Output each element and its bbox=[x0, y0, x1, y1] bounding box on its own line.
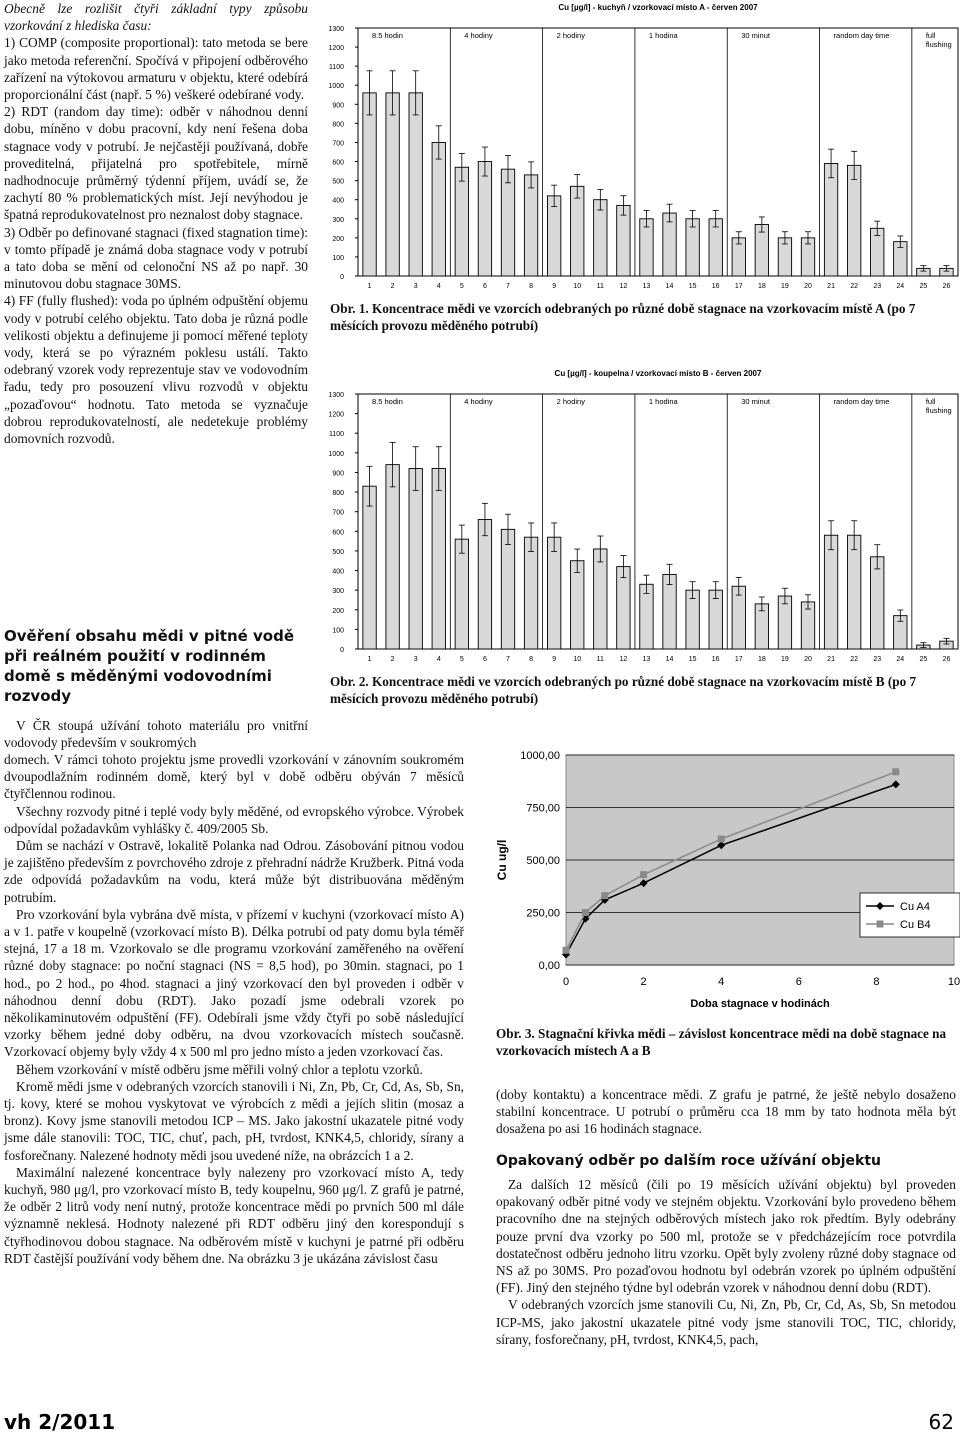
bar bbox=[571, 186, 584, 276]
section-heading-2: Opakovaný odběr po dalším roce užívání objektu bbox=[496, 1153, 881, 1169]
group-label: 8.5 hodin bbox=[372, 397, 403, 406]
data-point bbox=[601, 892, 608, 899]
x-tick-label: 21 bbox=[827, 656, 835, 663]
y-tick-label: 300 bbox=[332, 216, 344, 224]
x-tick-label: 8 bbox=[873, 976, 880, 988]
x-tick-label: 16 bbox=[711, 283, 720, 290]
x-tick-label: 24 bbox=[896, 656, 905, 663]
y-tick-label: 0 bbox=[340, 647, 344, 654]
group-label: 2 hodiny bbox=[556, 397, 585, 406]
x-tick-label: 15 bbox=[688, 656, 697, 663]
section1-text-b bbox=[4, 751, 464, 1267]
bar bbox=[571, 561, 584, 649]
method-item-2: 2) RDT (random day time): odběr v náhodnou denní dobu, míněno v dobu pracovní, kdy není řešena doba stagnace vody v potrubí. Je nejčastěji používaná, dobře proveditelná, přijatelná pro spotřebitele, mírně nadhodnocuje průměrný týdenní příjem, uvádí se, že zachytí 80 % problematických míst. Její nevýhodou je špatná reprodukovatelnost pro neznalost doby stagnace. bbox=[4, 104, 308, 223]
bar bbox=[824, 535, 837, 649]
plot-area bbox=[358, 394, 958, 649]
y-tick-label: 700 bbox=[332, 509, 344, 517]
bar bbox=[617, 567, 630, 649]
bar bbox=[386, 93, 399, 276]
group-label: full bbox=[925, 31, 936, 40]
issue-label: vh 2/2011 bbox=[4, 1410, 116, 1434]
bar bbox=[409, 469, 422, 649]
bar bbox=[732, 586, 745, 649]
x-tick-label: 6 bbox=[482, 283, 487, 290]
y-tick-label: 200 bbox=[332, 235, 344, 243]
y-tick-label: 0,00 bbox=[538, 960, 560, 972]
x-tick-label: 0 bbox=[562, 976, 570, 988]
group-label: random day time bbox=[833, 397, 890, 406]
group-label: full bbox=[925, 397, 936, 406]
x-tick-label: 17 bbox=[734, 283, 743, 290]
x-tick-label: 18 bbox=[757, 283, 766, 290]
x-tick-label: 3 bbox=[413, 656, 418, 663]
x-tick-label: 13 bbox=[642, 656, 651, 663]
right-column-text-2 bbox=[496, 1176, 956, 1348]
group-label: 4 hodiny bbox=[464, 397, 493, 406]
y-tick-label: 0 bbox=[340, 274, 344, 281]
paragraph: Dům se nachází v Ostravě, lokalitě Polanka nad Odrou. Zásobování pitnou vodou je zajištěno především z povrchového zdroje z přehradní nádrže Kružberk. Pitná voda zde odpovídá požadavkům na vodu, která může být distribuována měděným potrubím. bbox=[4, 838, 464, 905]
left-column-intro bbox=[4, 0, 308, 447]
x-tick-label: 13 bbox=[642, 283, 651, 290]
y-tick-label: 750,00 bbox=[526, 802, 560, 815]
x-tick-label: 10 bbox=[573, 656, 582, 663]
x-tick-label: 25 bbox=[919, 656, 928, 663]
paragraph: Kromě mědi jsme v odebraných vzorcích stanovili i Ni, Zn, Pb, Cr, Cd, As, Sb, Sn, tj. kovy, které se mohou vyskytovat ve výrobcích z mědi a jejích slitin (mosaz a bronz). Kovy jsme stanovili metodou ICP – MS. Jako jakostní ukazatele pitné vody jsme dále stanovili: TOC, TIC, chuť, pach, pH, tvrdost, KNK4,5, chloridy, sírany a fosforečnany. Nalezené hodnoty mědi jsou uvedené níže, na obrázcích 1 a 2. bbox=[4, 1078, 464, 1163]
paragraph: V ČR stoupá užívání tohoto materiálu pro vnitřní vodovody především v soukromých bbox=[4, 718, 308, 751]
x-tick-label: 12 bbox=[619, 656, 628, 663]
bar bbox=[363, 486, 376, 649]
group-label: random day time bbox=[833, 31, 890, 40]
x-tick-label: 26 bbox=[942, 656, 951, 663]
y-tick-label: 400 bbox=[332, 197, 344, 205]
data-point bbox=[640, 871, 647, 878]
x-tick-label: 26 bbox=[942, 283, 951, 290]
figure-2-caption: Obr. 2. Koncentrace mědi ve vzorcích odebraných po různé době stagnace na vzorkovacím místě B (po 7 měsících provozu měděného potrubí) bbox=[330, 674, 917, 706]
figure-1-caption: Obr. 1. Koncentrace mědi ve vzorcích odebraných po různé době stagnace na vzorkovacím místě A (po 7 měsících provozu měděného potrubí) bbox=[330, 301, 916, 333]
x-tick-label: 7 bbox=[506, 656, 510, 663]
x-tick-label: 20 bbox=[804, 656, 812, 663]
legend-marker bbox=[877, 921, 884, 928]
method-item-1: 1) COMP (composite proportional): tato metoda se bere jako metoda referenční. Spočívá v připojení odběrového zařízení na výtokovou armaturu v objektu, které odebírá proporcionální část (např. 5 %) veškeré odebírané vody. bbox=[4, 35, 308, 103]
x-tick-label: 4 bbox=[436, 656, 441, 663]
paragraph: Pro vzorkování byla vybrána dvě místa, v přízemí v kuchyni (vzorkovací místo A) a v 1. patře v koupelně (vzorkovací místo B). Délka potrubí od paty domu byla téměř stejná, 17 a 18 m. Vzorkovalo se dle programu vzorkování zaměřeného na ověření různé doby stagnace: po noční stagnaci (NS = 8,5 hod), po 30min. stagnaci, po 1 hod., po 2 hod., po 4hod. stagnaci a jiný vzorkovací den byl proveden i odběr v náhodnou denní dobu (RDT). Jako pozadí jsme odebrali vzorek po několikaminutovém odpuštění (FF). Odebírali jsme vždy čtyři po sobě následující vzorky během jedné doby odběru, na dvou vzorkovacích místech současně. Vzorkovací objemy byly vždy 4 x 500 ml pro jedno místo a jeden vzorkovací čas. bbox=[4, 906, 464, 1060]
bar bbox=[847, 535, 860, 649]
x-tick-label: 8 bbox=[529, 283, 534, 290]
bar bbox=[409, 93, 422, 276]
bar bbox=[386, 465, 399, 649]
bar bbox=[478, 520, 491, 649]
x-tick-label: 2 bbox=[390, 283, 395, 290]
y-tick-label: 1200 bbox=[328, 45, 344, 53]
x-tick-label: 19 bbox=[781, 283, 789, 290]
data-point bbox=[582, 909, 589, 916]
x-tick-label: 11 bbox=[596, 656, 604, 663]
x-tick-label: 7 bbox=[506, 283, 510, 290]
bar bbox=[847, 165, 860, 276]
x-tick-label: 23 bbox=[873, 283, 882, 290]
y-tick-label: 1000,00 bbox=[520, 750, 560, 762]
y-tick-label: 800 bbox=[332, 121, 344, 129]
group-label: 8.5 hodin bbox=[372, 31, 403, 40]
bar bbox=[617, 205, 630, 276]
x-tick-label: 22 bbox=[850, 656, 859, 663]
y-tick-label: 1000 bbox=[328, 83, 344, 91]
bar bbox=[640, 584, 653, 649]
paragraph: Za dalších 12 měsíců (čili po 19 měsících užívání objektu) byl proveden opakovaný odběr pitné vody ve stejném objektu. Vzorkování bylo provedeno během pracovního dne na stejných odběrových místech jako rok předtím. Byly odebrány pouze první dva vzorky po 500 ml, protože se v předcházejícím roce potvrdila dostatečnost odběru jednoho litru vzorku. Opět byly zvoleny různé doby stagnace od NS až po 30MS. Pro pozaďovou hodnotu byl odebrán vzorek po úplném odpuštění (FF). Jiný den stejného týdne byl odebrán vzorek v náhodnou denní dobu (RDT). bbox=[496, 1177, 956, 1296]
paragraph: (doby kontaktu) a koncentrace mědi. Z grafu je patrné, že ještě nebylo dosaženo stabilní koncentrace. U potrubí o průměru cca 18 mm by tato hodnota měla být dosažena po asi 16 hodinách stagnace. bbox=[496, 1087, 956, 1137]
figure-3-caption: Obr. 3. Stagnační křivka mědi – závislost koncentrace mědi na době stagnace na vzorkovacích místech A a B bbox=[496, 1026, 947, 1058]
x-tick-label: 11 bbox=[596, 283, 604, 290]
x-tick-label: 10 bbox=[573, 283, 582, 290]
y-tick-label: 1100 bbox=[328, 64, 344, 72]
x-tick-label: 20 bbox=[804, 283, 812, 290]
y-tick-label: 1200 bbox=[328, 411, 344, 419]
data-point bbox=[718, 836, 725, 843]
x-tick-label: 4 bbox=[718, 976, 725, 988]
x-tick-label: 12 bbox=[619, 283, 628, 290]
y-tick-label: 1300 bbox=[328, 392, 344, 399]
y-tick-label: 500 bbox=[332, 548, 344, 556]
y-tick-label: 600 bbox=[332, 159, 344, 167]
chart-title: Cu [µg/l] - kuchyň / vzorkovací místo A - červen 2007 bbox=[558, 3, 758, 12]
x-tick-label: 24 bbox=[896, 283, 905, 290]
x-tick-label: 10 bbox=[947, 976, 960, 988]
x-tick-label: 2 bbox=[640, 976, 647, 988]
y-tick-label: 1000 bbox=[328, 450, 344, 458]
y-tick-label: 900 bbox=[332, 102, 344, 110]
y-tick-label: 100 bbox=[332, 254, 344, 262]
intro-text: Obecně lze rozlišit čtyři základní typy způsobu vzorkování z hlediska času: bbox=[4, 1, 308, 34]
group-label: 30 minut bbox=[741, 31, 771, 40]
bar bbox=[432, 142, 445, 276]
bar bbox=[663, 574, 676, 649]
x-tick-label: 14 bbox=[665, 283, 674, 290]
paragraph: Během vzorkování v místě odběru jsme měřili volný chlor a teplotu vzorků. bbox=[16, 1061, 423, 1077]
y-tick-label: 300 bbox=[332, 588, 344, 596]
bar bbox=[455, 167, 468, 276]
x-tick-label: 21 bbox=[827, 283, 835, 290]
x-tick-label: 6 bbox=[482, 656, 487, 663]
x-tick-label: 3 bbox=[413, 283, 418, 290]
page-number: 62 bbox=[928, 1410, 954, 1434]
group-label: flushing bbox=[925, 406, 952, 415]
bar bbox=[501, 529, 514, 649]
x-tick-label: 25 bbox=[919, 283, 928, 290]
group-label: 2 hodiny bbox=[556, 31, 585, 40]
y-tick-label: 500,00 bbox=[526, 855, 560, 867]
y-tick-label: 900 bbox=[332, 470, 344, 478]
x-axis-label: Doba stagnace v hodinách bbox=[690, 998, 830, 1010]
x-tick-label: 9 bbox=[552, 283, 557, 290]
bar bbox=[455, 539, 468, 649]
legend-label: Cu A4 bbox=[900, 901, 930, 913]
y-tick-label: 500 bbox=[332, 178, 344, 186]
x-tick-label: 5 bbox=[459, 283, 464, 290]
section-heading: Ověření obsahu mědi v pitné vodě při reálném použití v rodinném domě s měděnými vodovodními rozvody bbox=[4, 627, 295, 705]
right-column-text bbox=[496, 1086, 956, 1138]
x-tick-label: 4 bbox=[436, 283, 441, 290]
y-tick-label: 700 bbox=[332, 140, 344, 148]
legend-label: Cu B4 bbox=[900, 919, 931, 931]
x-tick-label: 8 bbox=[529, 656, 534, 663]
x-tick-label: 15 bbox=[688, 283, 697, 290]
x-tick-label: 18 bbox=[757, 656, 766, 663]
data-point bbox=[563, 947, 570, 954]
group-label: flushing bbox=[925, 40, 952, 49]
bar bbox=[524, 537, 537, 649]
method-item-4: 4) FF (fully flushed): voda po úplném odpuštění objemu vody v potrubí celého objektu. Tato doba je různá podle velikosti objektu a definujeme ji pomocí měřené teploty vody, která se po výrazném poklesu ustálí. Takto odebraný vzorek vody reprezentuje stav ve vodovodním řadu, tedy pro posouzení vlivu rozvodů v objektu „pozaďovou“ hodnotu. Tato metoda se vyznačuje dobrou reprodukovatelností, ale nedetekuje problémy domovních rozvodů. bbox=[4, 293, 308, 447]
bar bbox=[594, 200, 607, 276]
group-label: 4 hodiny bbox=[464, 31, 493, 40]
y-tick-label: 1100 bbox=[328, 431, 344, 439]
group-label: 1 hodina bbox=[648, 397, 678, 406]
y-tick-label: 400 bbox=[332, 568, 344, 576]
paragraph: V odebraných vzorcích jsme stanovili Cu, Ni, Zn, Pb, Cr, Cd, As, Sb, Sn metodou ICP-MS, jako jakostní ukazatele pitné vody jsme stanovili TOC, TIC, chloridy, sírany, fosforečnany, pH, tvrdost, KNK4,5, pach, bbox=[496, 1297, 956, 1347]
paragraph: Maximální nalezené koncentrace byly nalezeny pro vzorkovací místo A, tedy kuchyň, 980 μg/l, pro vzorkovací místo B, tedy koupelnu, 960 μg/l. Z grafů je patrné, že odběr 2 litrů vody není nutný, protože koncentrace mědi po prvních 500 ml dále významně neklesá. Hodnoty nalezené při RDT odběru jiný den korespondují s čtyřhodinovou dobou stagnace. Na odběrovém místě v kuchyni je patrné při odběru RDT častější používání vody během dne. Na obrázku 3 je ukázána závislost času bbox=[4, 1164, 464, 1266]
bar bbox=[824, 163, 837, 276]
y-axis-label: Cu ug/l bbox=[495, 839, 509, 881]
y-tick-label: 1300 bbox=[328, 26, 344, 33]
data-point bbox=[892, 768, 899, 775]
paragraph: domech. V rámci tohoto projektu jsme provedli vzorkování v zánovním soukromém dvoupodlažním rodinném domě, který byl v době odběru obýván 7 měsíců čtyřčlennou rodinou. bbox=[4, 752, 464, 802]
x-tick-label: 16 bbox=[711, 656, 720, 663]
x-tick-label: 2 bbox=[390, 656, 395, 663]
bar bbox=[547, 537, 560, 649]
bar bbox=[547, 196, 560, 276]
y-tick-label: 800 bbox=[332, 490, 344, 498]
bar bbox=[501, 169, 514, 276]
figure-2-bar-chart bbox=[320, 366, 960, 666]
paragraph: Všechny rozvody pitné i teplé vody byly měděné, od evropského výrobce. Výrobek odpovídal požadavkům vyhlášky č. 409/2005 Sb. bbox=[4, 803, 464, 836]
y-tick-label: 250,00 bbox=[526, 907, 560, 920]
bar bbox=[663, 213, 676, 276]
bar bbox=[594, 549, 607, 649]
x-tick-label: 23 bbox=[873, 656, 882, 663]
plot-area bbox=[358, 28, 958, 276]
x-tick-label: 22 bbox=[850, 283, 859, 290]
x-tick-label: 19 bbox=[781, 656, 789, 663]
bar bbox=[432, 469, 445, 649]
y-tick-label: 200 bbox=[332, 607, 344, 615]
x-tick-label: 6 bbox=[795, 976, 802, 988]
method-item-3: 3) Odběr po definované stagnaci (fixed stagnation time): v tomto případě je známá doba stagnace vody v potrubí a tato doba se mění od celonoční NS až po např. 30 minutovou dobu stagnace 30MS. bbox=[4, 224, 308, 292]
x-tick-label: 1 bbox=[367, 283, 372, 290]
section1-text-a bbox=[4, 717, 308, 751]
bar bbox=[478, 162, 491, 276]
x-tick-label: 14 bbox=[665, 656, 674, 663]
y-tick-label: 600 bbox=[332, 529, 344, 537]
bar bbox=[524, 175, 537, 276]
figure-3-line-chart bbox=[480, 735, 960, 1015]
group-label: 1 hodina bbox=[648, 31, 678, 40]
bar bbox=[871, 557, 884, 649]
x-tick-label: 1 bbox=[367, 656, 372, 663]
x-tick-label: 9 bbox=[552, 656, 557, 663]
x-tick-label: 17 bbox=[734, 656, 743, 663]
y-tick-label: 100 bbox=[332, 627, 344, 635]
group-label: 30 minut bbox=[741, 397, 771, 406]
x-tick-label: 5 bbox=[459, 656, 464, 663]
bar bbox=[363, 93, 376, 276]
chart-title: Cu [µg/l] - koupelna / vzorkovací místo B - červen 2007 bbox=[554, 369, 762, 378]
figure-1-bar-chart bbox=[320, 0, 960, 292]
